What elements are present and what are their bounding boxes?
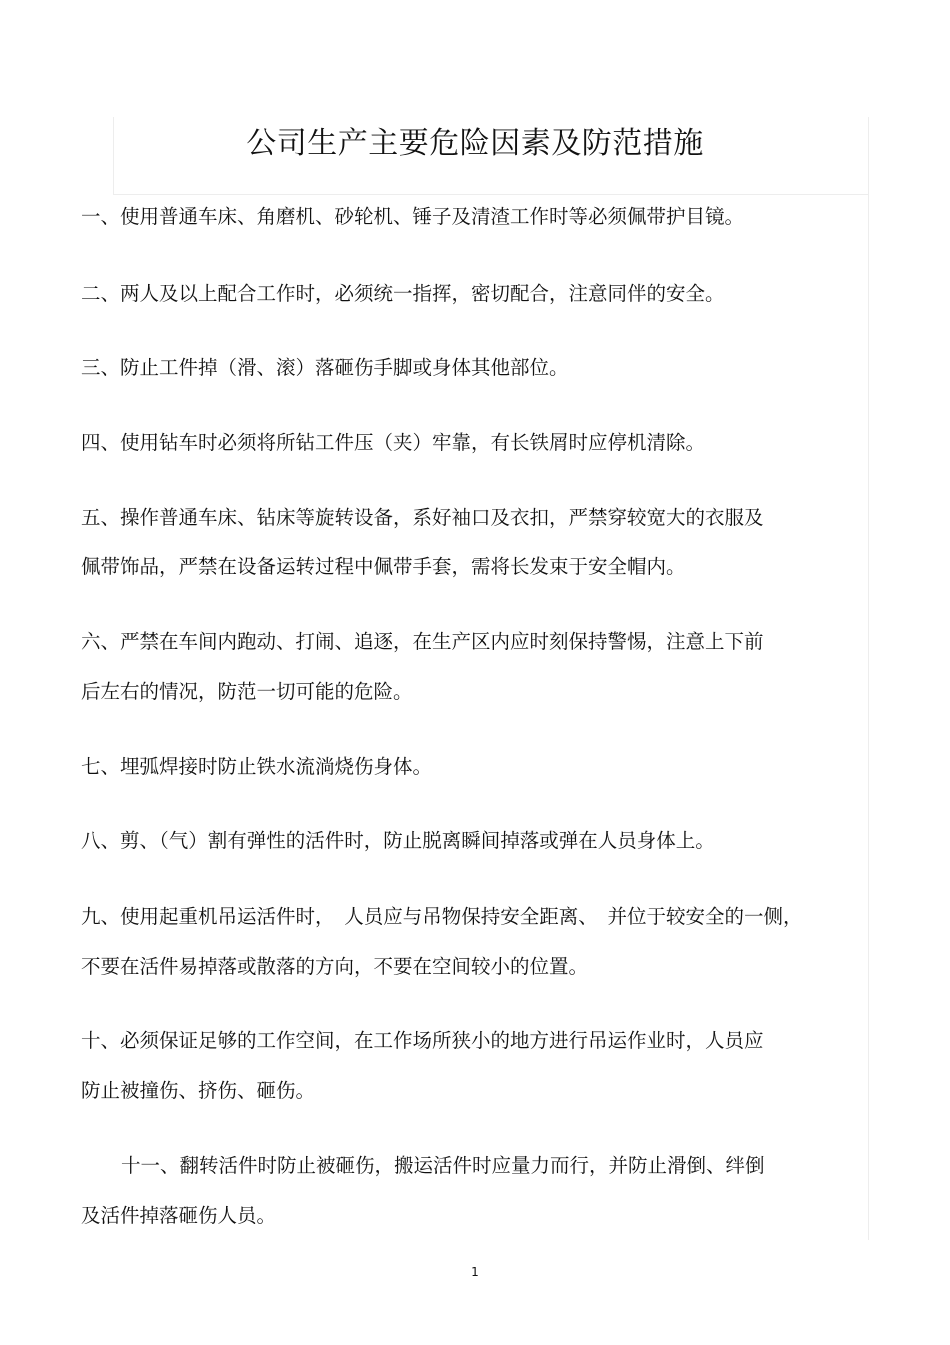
item-6-line-2: 后左右的情况，防范一切可能的危险。 (81, 680, 413, 703)
item-10-line-2: 防止被撞伤、挤伤、砸伤。 (81, 1079, 316, 1102)
item-8-line-1: 八、剪、（气）割有弹性的活件时，防止脱离瞬间掉落或弹在人员身体上。 (81, 829, 715, 852)
item-4-line-1: 四、使用钻车时必须将所钻工件压（夹）牢靠，有长铁屑时应停机清除。 (81, 431, 706, 454)
page-border-rule (868, 195, 869, 1240)
item-2-line-1: 二、两人及以上配合工作时，必须统一指挥，密切配合，注意同伴的安全。 (81, 282, 725, 305)
item-5-line-2: 佩带饰品，严禁在设备运转过程中佩带手套，需将长发束于安全帽内。 (81, 555, 686, 578)
item-9-line-2: 不要在活件易掉落或散落的方向，不要在空间较小的位置。 (81, 955, 589, 978)
item-9-line-1: 九、使用起重机吊运活件时， 人员应与吊物保持安全距离、 并位于较安全的一侧， (81, 905, 803, 928)
item-11-line-2: 及活件掉落砸伤人员。 (81, 1204, 277, 1227)
item-1-line-1: 一、使用普通车床、角磨机、砂轮机、锤子及清渣工作时等必须佩带护目镜。 (81, 205, 745, 228)
item-6-line-1: 六、严禁在车间内跑动、打闹、追逐，在生产区内应时刻保持警惕，注意上下前 (81, 630, 764, 653)
item-5-line-1: 五、操作普通车床、钻床等旋转设备，系好袖口及衣扣，严禁穿较宽大的衣服及 (81, 506, 764, 529)
item-7-line-1: 七、埋弧焊接时防止铁水流淌烧伤身体。 (81, 755, 433, 778)
item-10-line-1: 十、必须保证足够的工作空间，在工作场所狭小的地方进行吊运作业时，人员应 (81, 1029, 764, 1052)
page-number: 1 (471, 1265, 479, 1279)
item-11-line-1: 十一、翻转活件时防止被砸伤，搬运活件时应量力而行，并防止滑倒、绊倒 (121, 1154, 765, 1177)
item-3-line-1: 三、防止工件掉（滑、滚）落砸伤手脚或身体其他部位。 (81, 356, 569, 379)
document-title: 公司生产主要危险因素及防范措施 (246, 126, 704, 161)
